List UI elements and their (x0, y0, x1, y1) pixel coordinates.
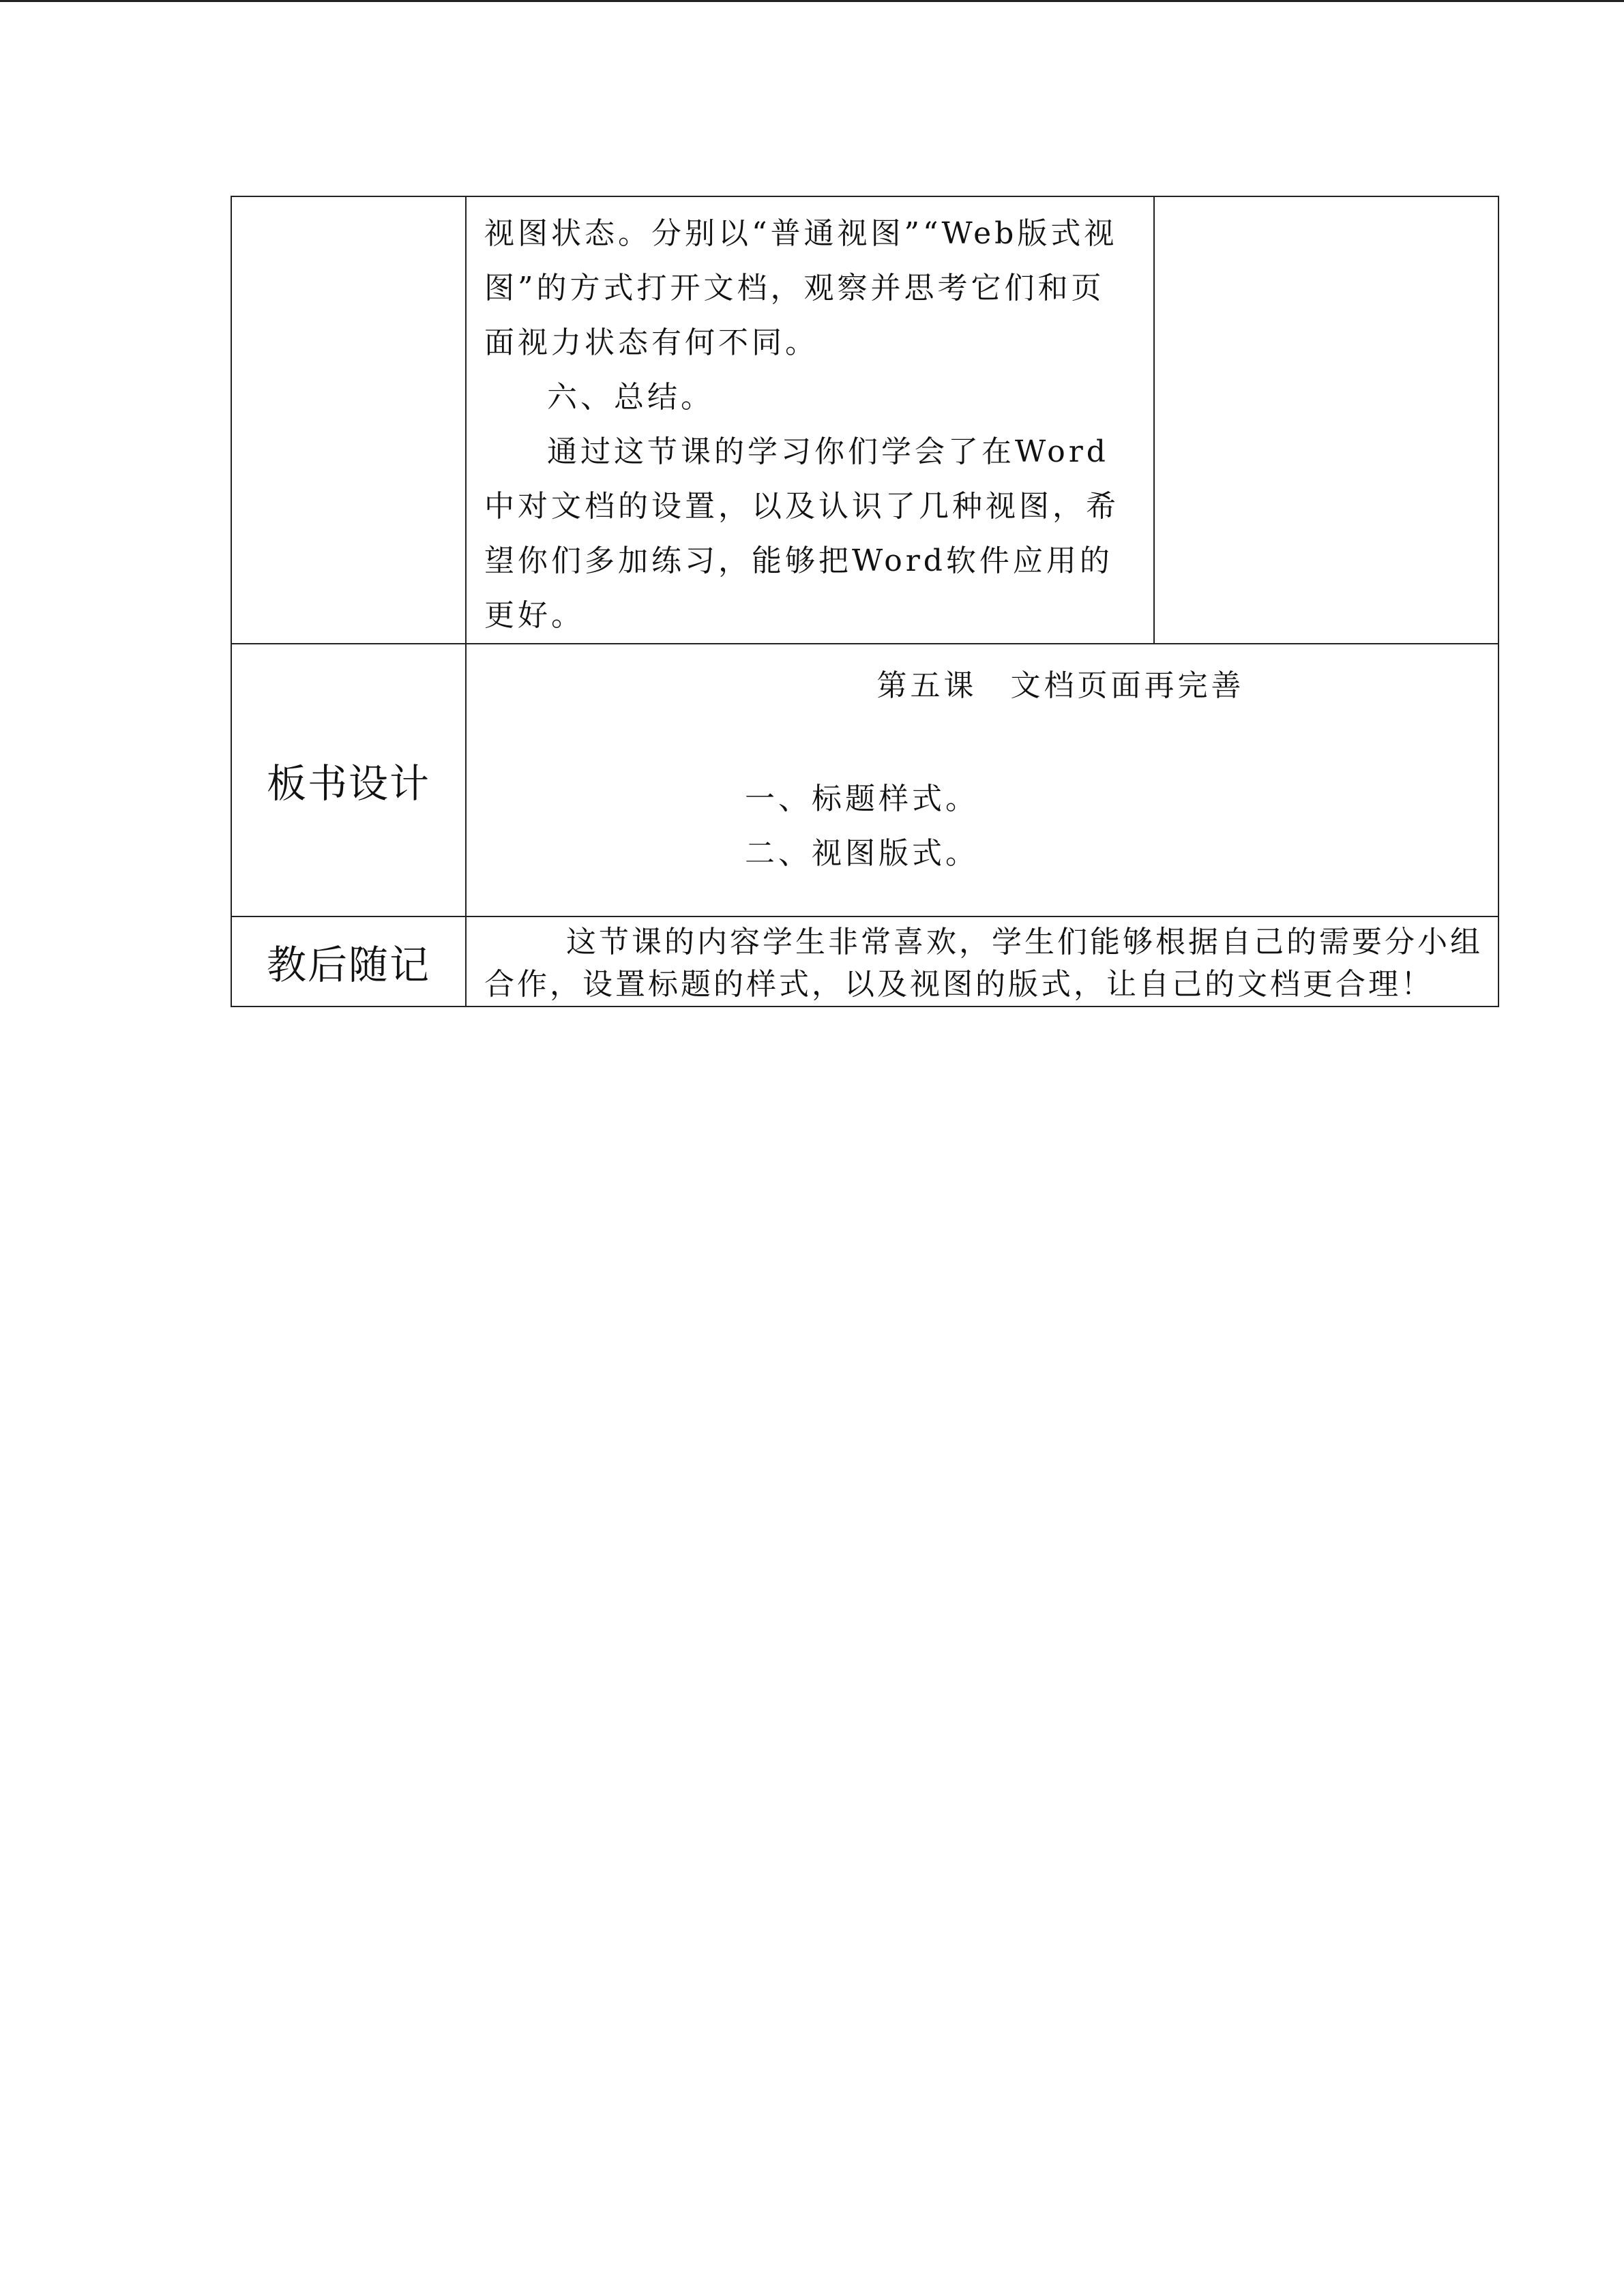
board-point: 一、标题样式。 (745, 781, 979, 816)
board-design-label: 板书设计 (231, 644, 466, 916)
process-heading: 六、总结。 (547, 380, 714, 415)
process-paragraph: 通过这节课的学习你们学会了在Word中对文档的设置，以及认识了几种视图，希望你们多加练习，能够把Word软件应用的更好。 (484, 434, 1119, 633)
process-content-cell (466, 196, 1154, 644)
page-top-edge (0, 0, 1624, 2)
board-point: 二、视图版式。 (745, 836, 979, 871)
board-design-row (231, 644, 1498, 916)
board-design-content-cell (466, 644, 1498, 916)
process-notes-cell (1154, 196, 1498, 644)
reflection-label: 教后随记 (231, 916, 466, 1007)
process-row (231, 196, 1498, 644)
reflection-text: 这节课的内容学生非常喜欢，学生们能够根据自己的需要分小组合作，设置标题的样式，以及视图的版式，让自己的文档更合理！ (484, 925, 1483, 1002)
reflection-content-cell (466, 916, 1498, 1007)
process-paragraph: 视图状态。分别以“普通视图”“Web版式视图”的方式打开文档，观察并思考它们和页面视力状态有何不同。 (484, 216, 1118, 360)
reflection-row (231, 916, 1498, 1007)
lesson-plan-table (231, 196, 1499, 1007)
board-title: 第五课 文档页面再完善 (876, 668, 1245, 703)
process-label-cell (231, 196, 466, 644)
